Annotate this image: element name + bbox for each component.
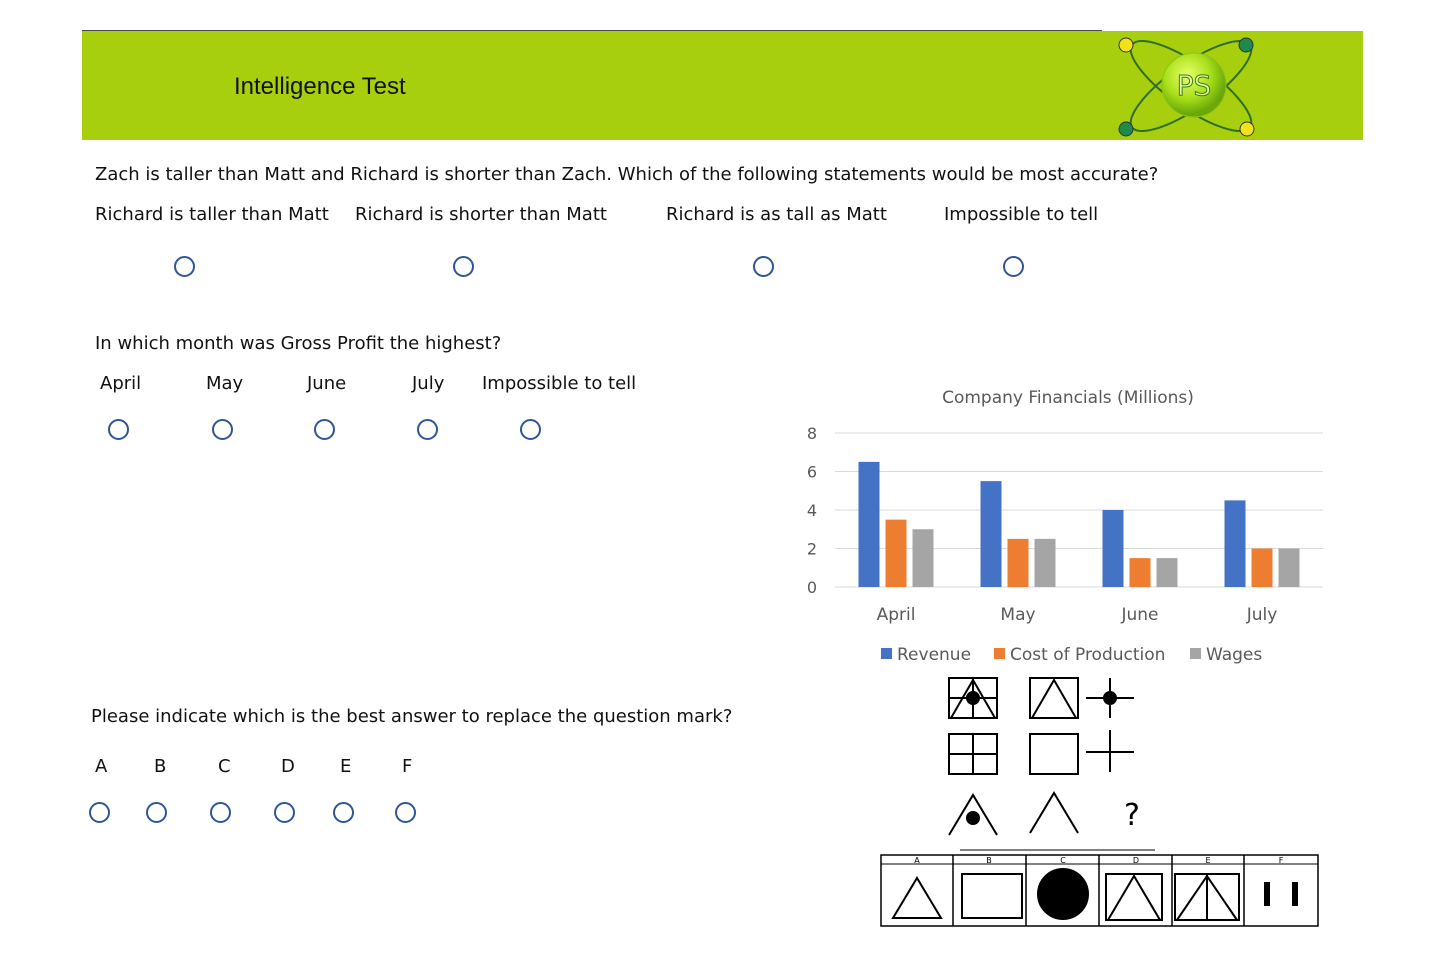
chart-bar-cost-of-production-may <box>1008 539 1029 587</box>
chart-legend-label: Revenue <box>897 645 972 665</box>
company-financials-chart <box>790 380 1350 680</box>
q3-option-e-radio[interactable] <box>333 802 354 823</box>
q1-option-1-radio[interactable] <box>174 256 195 277</box>
ps-logo <box>1116 31 1266 140</box>
chart-ytick-label: 8 <box>806 424 817 443</box>
puzzle-cell-2-2 <box>1030 734 1078 774</box>
logo-text: PS <box>1176 69 1212 102</box>
chart-legend-label: Cost of Production <box>1010 645 1166 665</box>
q2-option-may-radio[interactable] <box>212 419 233 440</box>
puzzle-cell-3-1 <box>949 795 997 835</box>
chart-bar-revenue-april <box>859 462 880 587</box>
q3-option-d-label: D <box>281 756 295 777</box>
chart-bar-cost-of-production-april <box>886 520 907 587</box>
q3-option-e-label: E <box>340 756 352 777</box>
answer-label-a: A <box>914 856 920 865</box>
chart-xtick-label: June <box>1121 605 1159 625</box>
chart-bar-revenue-may <box>981 481 1002 587</box>
answer-label-e: E <box>1205 856 1211 865</box>
chart-legend-swatch <box>1190 648 1201 659</box>
q2-option-july-label: July <box>412 373 445 394</box>
pattern-puzzle-matrix <box>930 670 1140 850</box>
answer-label-c: C <box>1060 856 1066 865</box>
header-banner <box>82 31 1363 140</box>
chart-xtick-label: July <box>1246 605 1278 625</box>
q1-text: Zach is taller than Matt and Richard is shorter than Zach. Which of the following statements would be most accurate? <box>95 164 1159 185</box>
answer-label-b: B <box>986 856 992 865</box>
chart-bar-revenue-july <box>1225 500 1246 587</box>
chart-bar-wages-june <box>1157 558 1178 587</box>
q2-option-april-radio[interactable] <box>108 419 129 440</box>
q3-option-f-label: F <box>402 756 413 777</box>
chart-xtick-label: May <box>1000 605 1036 625</box>
puzzle-cell-2-1 <box>949 734 997 774</box>
q3-option-d-radio[interactable] <box>274 802 295 823</box>
chart-bar-wages-july <box>1279 549 1300 588</box>
q1-option-2-label: Richard is shorter than Matt <box>355 204 607 225</box>
q2-option-april-label: April <box>100 373 142 394</box>
q2-text: In which month was Gross Profit the highest? <box>95 333 502 354</box>
chart-title: Company Financials (Millions) <box>942 388 1194 408</box>
q3-text: Please indicate which is the best answer to replace the question mark? <box>91 706 733 727</box>
q3-option-b-radio[interactable] <box>146 802 167 823</box>
q3-option-f-radio[interactable] <box>395 802 416 823</box>
chart-ytick-label: 0 <box>806 578 817 597</box>
page-title: Intelligence Test <box>234 73 406 100</box>
q3-option-a-label: A <box>95 756 108 777</box>
puzzle-cell-2-3 <box>1086 730 1134 772</box>
q3-option-a-radio[interactable] <box>89 802 110 823</box>
puzzle-answer-choices <box>880 854 1320 928</box>
q1-option-1-label: Richard is taller than Matt <box>95 204 329 225</box>
q2-option-may-label: May <box>206 373 244 394</box>
q2-option-impossible-label: Impossible to tell <box>482 373 637 394</box>
answer-label-f: F <box>1278 856 1284 865</box>
chart-legend-swatch <box>881 648 892 659</box>
puzzle-question-mark: ? <box>1124 798 1140 833</box>
q1-option-2-radio[interactable] <box>453 256 474 277</box>
q1-option-4-label: Impossible to tell <box>944 204 1099 225</box>
chart-bar-cost-of-production-june <box>1130 558 1151 587</box>
answer-e-split-triangle-in-square <box>1175 874 1239 920</box>
chart-bar-revenue-june <box>1103 510 1124 587</box>
chart-legend-swatch <box>994 648 1005 659</box>
puzzle-cell-3-2 <box>1030 793 1078 833</box>
puzzle-cell-1-3 <box>1086 678 1134 718</box>
q1-option-3-label: Richard is as tall as Matt <box>666 204 887 225</box>
chart-xtick-label: April <box>876 605 916 625</box>
answer-d-triangle-in-square <box>1106 874 1162 920</box>
q1-option-4-radio[interactable] <box>1003 256 1024 277</box>
q2-option-june-label: June <box>307 373 347 394</box>
chart-bar-wages-may <box>1035 539 1056 587</box>
answer-a-triangle <box>893 878 941 918</box>
chart-legend-label: Wages <box>1206 645 1263 665</box>
answer-c-filled-circle <box>1038 869 1088 919</box>
q3-option-c-radio[interactable] <box>210 802 231 823</box>
q2-option-july-radio[interactable] <box>417 419 438 440</box>
q2-option-june-radio[interactable] <box>314 419 335 440</box>
q2-option-impossible-radio[interactable] <box>520 419 541 440</box>
q3-option-c-label: C <box>218 756 231 777</box>
answer-label-d: D <box>1132 856 1140 865</box>
chart-ytick-label: 4 <box>806 501 817 520</box>
answer-f-two-bars <box>1264 882 1298 906</box>
chart-ytick-label: 6 <box>806 462 817 482</box>
puzzle-cell-1-1 <box>949 678 997 718</box>
chart-ytick-label: 2 <box>806 539 817 559</box>
answer-b-rectangle <box>962 874 1022 918</box>
chart-bar-wages-april <box>913 529 934 587</box>
chart-bar-cost-of-production-july <box>1252 549 1273 588</box>
q1-option-3-radio[interactable] <box>753 256 774 277</box>
q3-option-b-label: B <box>154 756 167 777</box>
puzzle-cell-1-2 <box>1030 678 1078 718</box>
